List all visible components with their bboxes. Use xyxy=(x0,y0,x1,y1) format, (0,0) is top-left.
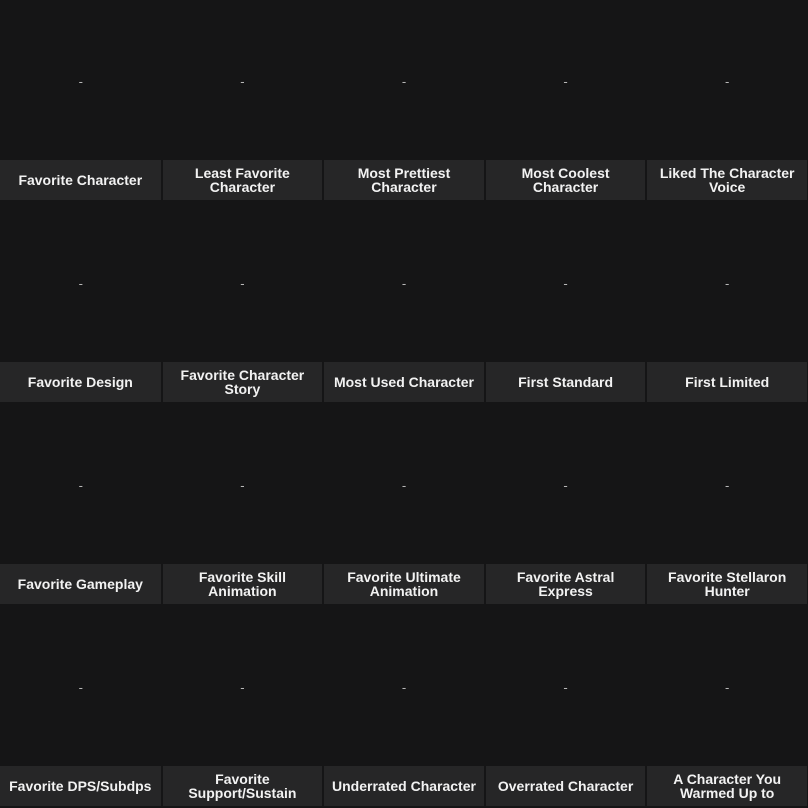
category-label[interactable]: Favorite Ultimate Animation xyxy=(324,564,484,604)
grid-cell xyxy=(646,606,808,808)
character-slot[interactable] xyxy=(0,0,162,160)
slot-placeholder: - xyxy=(725,275,730,291)
slot-placeholder: - xyxy=(563,275,568,291)
slot-placeholder: - xyxy=(240,679,245,695)
slot-placeholder: - xyxy=(240,477,245,493)
category-label[interactable]: Most Prettiest Character xyxy=(324,160,484,200)
category-label[interactable]: A Character You Warmed Up to xyxy=(647,766,807,806)
grid-cell xyxy=(323,404,485,606)
slot-placeholder: - xyxy=(78,275,83,291)
category-label[interactable]: Most Coolest Character xyxy=(486,160,646,200)
category-label[interactable]: Favorite Gameplay xyxy=(0,564,161,604)
grid-cell xyxy=(646,0,808,202)
grid-cell xyxy=(485,404,647,606)
slot-placeholder: - xyxy=(401,73,407,89)
character-slot[interactable] xyxy=(0,404,162,564)
category-label[interactable]: First Limited xyxy=(647,362,807,402)
character-slot[interactable] xyxy=(646,0,808,160)
category-label[interactable]: First Standard xyxy=(486,362,646,402)
category-label[interactable]: Favorite Character xyxy=(0,160,161,200)
grid-cell xyxy=(162,202,324,404)
slot-placeholder: - xyxy=(401,477,407,493)
category-label[interactable]: Favorite Astral Express xyxy=(486,564,646,604)
grid-cell xyxy=(0,606,162,808)
character-slot[interactable] xyxy=(162,606,324,766)
grid-cell xyxy=(0,404,162,606)
character-slot[interactable] xyxy=(646,202,808,362)
grid-cell xyxy=(485,606,647,808)
character-slot[interactable] xyxy=(162,202,324,362)
character-slot[interactable] xyxy=(162,404,324,564)
character-slot[interactable] xyxy=(162,0,324,160)
grid-cell xyxy=(485,0,647,202)
grid-cell xyxy=(323,0,485,202)
character-slot[interactable] xyxy=(323,202,485,362)
character-slot[interactable] xyxy=(646,606,808,766)
slot-placeholder: - xyxy=(563,73,568,89)
slot-placeholder: - xyxy=(725,679,730,695)
grid-cell xyxy=(323,202,485,404)
category-label[interactable]: Favorite Support/Sustain xyxy=(163,766,323,806)
character-slot[interactable] xyxy=(323,404,485,564)
slot-placeholder: - xyxy=(725,73,730,89)
slot-placeholder: - xyxy=(78,73,83,89)
grid-cell xyxy=(323,606,485,808)
grid-cell xyxy=(646,202,808,404)
slot-placeholder: - xyxy=(401,275,407,291)
slot-placeholder: - xyxy=(725,477,730,493)
category-label[interactable]: Underrated Character xyxy=(324,766,484,806)
category-label[interactable]: Overrated Character xyxy=(486,766,646,806)
category-label[interactable]: Favorite Character Story xyxy=(163,362,323,402)
category-label[interactable]: Most Used Character xyxy=(324,362,484,402)
character-slot[interactable] xyxy=(485,606,647,766)
character-slot[interactable] xyxy=(323,0,485,160)
grid-cell xyxy=(0,202,162,404)
grid-cell xyxy=(162,606,324,808)
slot-placeholder: - xyxy=(563,679,568,695)
category-label[interactable]: Least Favorite Character xyxy=(163,160,323,200)
character-slot[interactable] xyxy=(646,404,808,564)
category-label[interactable]: Favorite Skill Animation xyxy=(163,564,323,604)
character-slot[interactable] xyxy=(323,606,485,766)
character-slot[interactable] xyxy=(485,404,647,564)
character-slot[interactable] xyxy=(485,202,647,362)
grid-cell xyxy=(0,0,162,202)
slot-placeholder: - xyxy=(563,477,568,493)
character-slot[interactable] xyxy=(0,202,162,362)
character-slot[interactable] xyxy=(485,0,647,160)
slot-placeholder: - xyxy=(240,73,245,89)
grid-cell xyxy=(646,404,808,606)
slot-placeholder: - xyxy=(240,275,245,291)
category-label[interactable]: Favorite Design xyxy=(0,362,161,402)
slot-placeholder: - xyxy=(401,679,407,695)
grid-cell xyxy=(162,404,324,606)
grid-cell xyxy=(485,202,647,404)
category-label[interactable]: Favorite Stellaron Hunter xyxy=(647,564,807,604)
grid-cell xyxy=(162,0,324,202)
character-slot[interactable] xyxy=(0,606,162,766)
slot-placeholder: - xyxy=(78,477,83,493)
category-label[interactable]: Favorite DPS/Subdps xyxy=(0,766,161,806)
slot-placeholder: - xyxy=(78,679,83,695)
category-label[interactable]: Liked The Character Voice xyxy=(647,160,807,200)
